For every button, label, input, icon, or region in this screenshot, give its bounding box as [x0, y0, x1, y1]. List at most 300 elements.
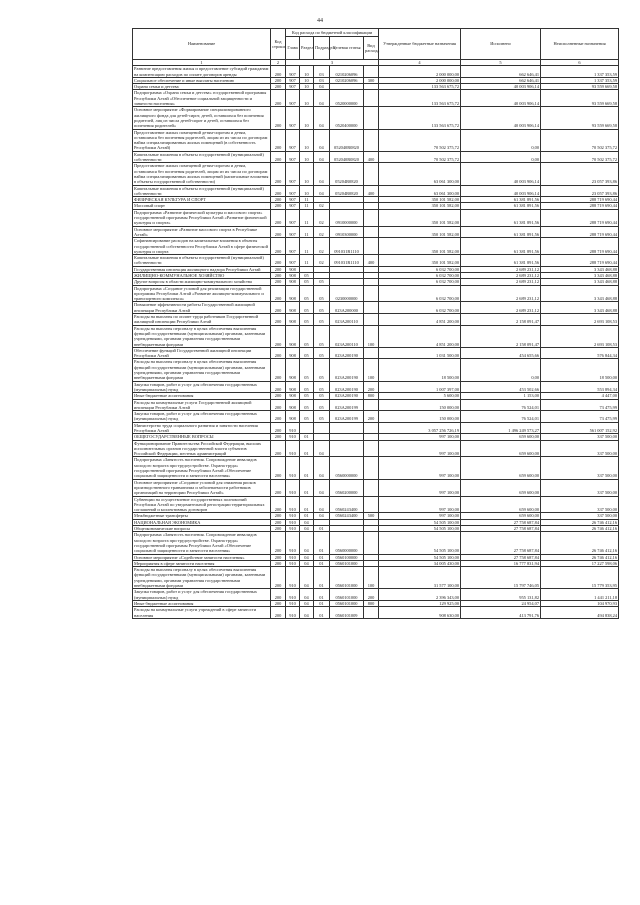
row-chapter: 910	[286, 532, 300, 554]
row-name: Иные бюджетные ассигнования	[133, 393, 271, 399]
row-unexecuted: 70 502 375,72	[541, 129, 619, 151]
row-subsection: 04	[314, 84, 330, 90]
table-row	[133, 314, 619, 326]
row-executed: 659 600,00	[461, 434, 541, 440]
row-chapter: 907	[286, 151, 300, 163]
row-executed: 40 003 906,14	[461, 185, 541, 197]
row-code: 200	[271, 279, 286, 285]
row-subsection: 04	[314, 513, 330, 519]
row-approved: 350 101 582,00	[379, 226, 461, 238]
row-section: 01	[300, 496, 314, 513]
row-name: Предоставление жилых помещений детям-сиротам и детям, оставшимся без попечения родителей, лицам из их числа по договорам найма специализированных жилых помещений (капитальные вложения в объекты государственной собственности)	[133, 163, 271, 185]
row-subsection: 05	[314, 393, 330, 399]
row-target	[330, 422, 364, 434]
row-code: 200	[271, 272, 286, 278]
row-chapter: 907	[286, 203, 300, 209]
table-row	[133, 66, 619, 78]
row-chapter: 910	[286, 554, 300, 560]
row-section: 05	[300, 347, 314, 359]
row-unexecuted: 494 838,24	[541, 607, 619, 619]
row-approved: 997 100,00	[379, 513, 461, 519]
header-expense-type: Вид расхода	[364, 37, 379, 60]
row-approved: 997 100,00	[379, 434, 461, 440]
row-executed: 61 381 891,56	[461, 226, 541, 238]
row-target: 0520400000	[330, 107, 364, 129]
table-row	[133, 226, 619, 238]
row-section: 04	[300, 560, 314, 566]
row-executed: 659 600,00	[461, 513, 541, 519]
row-code: 200	[271, 607, 286, 619]
row-code: 200	[271, 285, 286, 302]
row-executed: 2 689 231,12	[461, 279, 541, 285]
row-expense-type	[364, 66, 379, 78]
row-expense-type	[364, 209, 379, 226]
row-code: 200	[271, 411, 286, 423]
table-row	[133, 359, 619, 381]
row-executed: 16 777 831,94	[461, 560, 541, 566]
row-section: 05	[300, 381, 314, 393]
row-subsection: 04	[314, 457, 330, 479]
table-row	[133, 302, 619, 314]
row-code: 200	[271, 77, 286, 83]
row-subsection: 04	[314, 107, 330, 129]
row-target: 023А200190	[330, 393, 364, 399]
row-name: Охрана семьи и детства	[133, 84, 271, 90]
row-chapter: 908	[286, 359, 300, 381]
row-code: 200	[271, 434, 286, 440]
row-unexecuted: 337 500,00	[541, 496, 619, 513]
row-executed: 0,00	[461, 359, 541, 381]
row-executed: 61 381 891,56	[461, 209, 541, 226]
row-code: 200	[271, 519, 286, 525]
row-subsection: 04	[314, 440, 330, 457]
row-unexecuted: 553 894,34	[541, 381, 619, 393]
row-section: 04	[300, 526, 314, 532]
row-unexecuted: 26 746 412,16	[541, 526, 619, 532]
row-approved: 70 502 375,72	[379, 151, 461, 163]
table-row	[133, 255, 619, 267]
row-executed: 0,00	[461, 129, 541, 151]
row-target: 023А200190	[330, 381, 364, 393]
row-chapter: 908	[286, 302, 300, 314]
row-approved: 908 630,00	[379, 607, 461, 619]
row-executed: 40 003 906,14	[461, 107, 541, 129]
header-num-2: 2	[271, 60, 286, 66]
row-section: 05	[300, 279, 314, 285]
header-num-6: 6	[541, 60, 619, 66]
row-chapter: 910	[286, 560, 300, 566]
row-expense-type: 100	[364, 567, 379, 589]
row-approved: 6 032 700,00	[379, 285, 461, 302]
row-subsection	[314, 422, 330, 434]
row-section: 10	[300, 77, 314, 83]
row-chapter: 908	[286, 347, 300, 359]
row-expense-type	[364, 532, 379, 554]
row-executed: 24 954,07	[461, 600, 541, 606]
row-chapter: 908	[286, 279, 300, 285]
row-code: 200	[271, 347, 286, 359]
row-chapter: 910	[286, 496, 300, 513]
row-section: 01	[300, 457, 314, 479]
row-expense-type: 300	[364, 77, 379, 83]
row-target: 0910000000	[330, 209, 364, 226]
row-approved: 2 396 343,00	[379, 589, 461, 601]
row-section: 01	[300, 479, 314, 496]
row-section: 11	[300, 238, 314, 255]
row-approved: 63 061 300,00	[379, 185, 461, 197]
row-expense-type: 200	[364, 381, 379, 393]
row-unexecuted: 26 746 412,16	[541, 532, 619, 554]
row-chapter: 908	[286, 272, 300, 278]
row-target: 0560101000	[330, 567, 364, 589]
row-name: Расходы на выплаты персоналу в целях обеспечения выполнения функций государственными (муниципальными) органами, казенными учреждениями, органами управления государственными внебюджетными фондами	[133, 325, 271, 347]
table-row	[133, 151, 619, 163]
row-code: 200	[271, 266, 286, 272]
row-name: Другие вопросы в области жилищно-коммунального хозяйства	[133, 279, 271, 285]
row-subsection: 02	[314, 255, 330, 267]
row-name: Капитальные вложения в объекты государственной (муниципальной) собственности	[133, 151, 271, 163]
row-expense-type: 100	[364, 359, 379, 381]
row-unexecuted: 337 500,00	[541, 513, 619, 519]
row-expense-type	[364, 302, 379, 314]
row-section: 04	[300, 532, 314, 554]
row-approved: 997 100,00	[379, 440, 461, 457]
row-approved: 150 000,00	[379, 411, 461, 423]
row-target: 0560200000	[330, 479, 364, 496]
row-name: ЖИЛИЩНО-КОММУНАЛЬНОЕ ХОЗЯЙСТВО	[133, 272, 271, 278]
row-name: Повышение эффективности работы Государственной жилищной инспекции Республики Алтай	[133, 302, 271, 314]
table-row	[133, 285, 619, 302]
row-section	[300, 422, 314, 434]
row-expense-type: 200	[364, 589, 379, 601]
row-unexecuted: 93 559 669,58	[541, 90, 619, 107]
row-name: Обеспечение функций Государственной жилищной инспекции Республики Алтай	[133, 347, 271, 359]
row-approved: 4 851 200,00	[379, 325, 461, 347]
row-subsection: 01	[314, 600, 330, 606]
row-section: 05	[300, 285, 314, 302]
table-row	[133, 347, 619, 359]
row-approved: 997 100,00	[379, 496, 461, 513]
row-executed: 662 646,41	[461, 77, 541, 83]
row-approved: 3 057 256 726,19	[379, 422, 461, 434]
row-executed: 2 689 231,12	[461, 266, 541, 272]
row-target: 0560243400	[330, 513, 364, 519]
row-subsection: 05	[314, 314, 330, 326]
row-unexecuted: 93 559 669,58	[541, 107, 619, 129]
row-target: 0210206096	[330, 66, 364, 78]
row-executed: 40 003 906,14	[461, 84, 541, 90]
row-section: 10	[300, 163, 314, 185]
row-expense-type	[364, 107, 379, 129]
row-approved: 70 502 375,72	[379, 129, 461, 151]
row-section: 01	[300, 513, 314, 519]
row-name: Закупка товаров, работ и услуг для обеспечения государственных (муниципальных) нужд	[133, 411, 271, 423]
row-code: 200	[271, 129, 286, 151]
row-code: 200	[271, 567, 286, 589]
row-name: Основное мероприятие «Создание условий для снижения рисков производственного травматизма и заболеваемости работников организаций на территории Республики Алтай»	[133, 479, 271, 496]
row-subsection: 03	[314, 66, 330, 78]
row-section: 04	[300, 600, 314, 606]
row-executed: 2 158 091,47	[461, 314, 541, 326]
row-target: 0560100000	[330, 554, 364, 560]
row-unexecuted: 26 746 412,16	[541, 519, 619, 525]
row-unexecuted: 3 343 468,88	[541, 279, 619, 285]
header-row-code: Код строки	[271, 29, 286, 60]
row-code: 200	[271, 393, 286, 399]
row-name: Мероприятия в сфере занятости населения	[133, 560, 271, 566]
row-subsection: 01	[314, 567, 330, 589]
row-chapter: 908	[286, 285, 300, 302]
row-section: 10	[300, 185, 314, 197]
row-target: 0520000000	[330, 90, 364, 107]
row-expense-type	[364, 479, 379, 496]
row-chapter: 907	[286, 185, 300, 197]
row-subsection: 04	[314, 163, 330, 185]
row-approved: 6 032 700,00	[379, 266, 461, 272]
table-row	[133, 381, 619, 393]
row-chapter: 907	[286, 77, 300, 83]
row-executed: 2 689 231,12	[461, 285, 541, 302]
row-executed: 659 600,00	[461, 496, 541, 513]
row-subsection: 02	[314, 226, 330, 238]
row-expense-type: 400	[364, 185, 379, 197]
row-executed: 40 003 906,14	[461, 90, 541, 107]
row-code: 200	[271, 163, 286, 185]
row-executed: 659 600,00	[461, 457, 541, 479]
row-code: 200	[271, 203, 286, 209]
row-expense-type	[364, 163, 379, 185]
row-unexecuted: 288 719 690,44	[541, 209, 619, 226]
row-unexecuted: 1 441 211,18	[541, 589, 619, 601]
row-executed: 2 158 091,47	[461, 325, 541, 347]
row-section: 05	[300, 359, 314, 381]
row-section: 05	[300, 325, 314, 347]
header-name: Наименование	[133, 29, 271, 60]
row-section: 10	[300, 66, 314, 78]
row-name: Основное мероприятие «Формирование специализированного жилищного фонда для детей-сирот, детей, оставшихся без попечения родителей, лиц из числа детей-сирот и детей, оставшихся без попечения родителей»	[133, 107, 271, 129]
row-target	[330, 440, 364, 457]
row-approved: 54 505 100,00	[379, 526, 461, 532]
row-code: 200	[271, 526, 286, 532]
row-executed: 955 131,82	[461, 589, 541, 601]
row-name: Общеэкономические вопросы	[133, 526, 271, 532]
row-section: 04	[300, 567, 314, 589]
table-row	[133, 589, 619, 601]
row-code: 200	[271, 66, 286, 78]
header-unexecuted: Неисполненные назначения	[541, 29, 619, 60]
row-approved: 350 101 582,00	[379, 209, 461, 226]
row-expense-type	[364, 496, 379, 513]
row-unexecuted: 2 693 108,53	[541, 325, 619, 347]
row-chapter: 910	[286, 457, 300, 479]
row-code: 200	[271, 496, 286, 513]
row-name: Межбюджетные трансферты	[133, 513, 271, 519]
row-target: 0560243400	[330, 496, 364, 513]
row-name: ОБЩЕГОСУДАРСТВЕННЫЕ ВОПРОСЫ	[133, 434, 271, 440]
row-subsection: 05	[314, 302, 330, 314]
row-subsection: 04	[314, 151, 330, 163]
table-row	[133, 411, 619, 423]
row-approved: 4 851 200,00	[379, 314, 461, 326]
table-row	[133, 163, 619, 185]
row-code: 200	[271, 600, 286, 606]
row-unexecuted: 23 057 393,86	[541, 185, 619, 197]
row-code: 200	[271, 151, 286, 163]
row-subsection: 04	[314, 185, 330, 197]
row-chapter: 907	[286, 90, 300, 107]
row-chapter: 910	[286, 479, 300, 496]
row-target: 05204R0820	[330, 163, 364, 185]
row-code: 200	[271, 197, 286, 203]
row-chapter: 910	[286, 607, 300, 619]
row-code: 200	[271, 479, 286, 496]
row-unexecuted: 18 500,00	[541, 359, 619, 381]
row-name: Государственная инспекция жилищного надзора Республики Алтай	[133, 266, 271, 272]
row-code: 200	[271, 457, 286, 479]
row-name: НАЦИОНАЛЬНАЯ ЭКОНОМИКА	[133, 519, 271, 525]
row-unexecuted: 288 719 690,44	[541, 226, 619, 238]
row-chapter: 907	[286, 129, 300, 151]
header-classification: Код расхода по бюджетной классификации	[286, 29, 379, 37]
row-approved: 6 032 700,00	[379, 279, 461, 285]
row-code: 200	[271, 107, 286, 129]
row-code: 200	[271, 90, 286, 107]
row-name: Развитие предоставления жилья и предоставление субсидий гражданам на компенсацию расходов по оплате договоров аренды	[133, 66, 271, 78]
row-unexecuted: 15 779 353,95	[541, 567, 619, 589]
row-name: Основное мероприятие «Развитие массового спорта в Республике Алтай»	[133, 226, 271, 238]
row-unexecuted: 3 343 468,88	[541, 272, 619, 278]
row-executed: 76 524,01	[461, 399, 541, 411]
row-unexecuted: 561 007 152,92	[541, 422, 619, 434]
table-row	[133, 532, 619, 554]
row-expense-type: 800	[364, 600, 379, 606]
row-target: 0560101000	[330, 600, 364, 606]
row-unexecuted: 93 559 669,58	[541, 84, 619, 90]
row-name: ФИЗИЧЕСКАЯ КУЛЬТУРА И СПОРТ	[133, 197, 271, 203]
row-executed: 659 600,00	[461, 440, 541, 457]
row-target: 091031R1110	[330, 255, 364, 267]
row-subsection: 05	[314, 381, 330, 393]
row-unexecuted: 17 227 598,06	[541, 560, 619, 566]
row-section: 04	[300, 554, 314, 560]
table-row	[133, 107, 619, 129]
row-executed: 27 758 687,84	[461, 554, 541, 560]
row-chapter: 908	[286, 393, 300, 399]
row-chapter: 907	[286, 255, 300, 267]
row-code: 200	[271, 381, 286, 393]
row-subsection: 05	[314, 347, 330, 359]
row-target: 091031R1110	[330, 238, 364, 255]
row-target: 0560101000	[330, 589, 364, 601]
row-expense-type	[364, 399, 379, 411]
row-section: 10	[300, 107, 314, 129]
row-approved: 350 101 582,00	[379, 255, 461, 267]
row-unexecuted: 576 844,34	[541, 347, 619, 359]
header-chapter: Глава	[286, 37, 300, 60]
row-executed: 27 758 687,84	[461, 532, 541, 554]
row-approved: 31 577 100,00	[379, 567, 461, 589]
row-code: 200	[271, 589, 286, 601]
row-approved: 1 007 397,00	[379, 381, 461, 393]
row-executed: 659 600,00	[461, 479, 541, 496]
row-subsection: 05	[314, 411, 330, 423]
row-section: 10	[300, 84, 314, 90]
row-unexecuted: 4 447,00	[541, 393, 619, 399]
row-approved: 350 101 582,00	[379, 203, 461, 209]
row-name: Основное мероприятие «Содействие занятости населения»	[133, 554, 271, 560]
row-target: 0560000000	[330, 457, 364, 479]
row-subsection: 04	[314, 129, 330, 151]
row-expense-type	[364, 285, 379, 302]
row-target: 0560101000	[330, 560, 364, 566]
row-section: 04	[300, 519, 314, 525]
row-chapter: 908	[286, 325, 300, 347]
row-subsection: 05	[314, 359, 330, 381]
row-subsection: 04	[314, 479, 330, 496]
row-target: 0230000000	[330, 285, 364, 302]
row-chapter: 908	[286, 399, 300, 411]
row-section: 11	[300, 255, 314, 267]
row-section: 10	[300, 90, 314, 107]
row-target: 0210206096	[330, 77, 364, 83]
table-row	[133, 457, 619, 479]
row-target: 0560101009	[330, 607, 364, 619]
row-subsection: 01	[314, 532, 330, 554]
row-expense-type	[364, 129, 379, 151]
table-row	[133, 567, 619, 589]
row-section: 05	[300, 393, 314, 399]
row-unexecuted: 337 500,00	[541, 457, 619, 479]
row-unexecuted: 1 337 353,59	[541, 77, 619, 83]
row-executed: 27 758 687,84	[461, 526, 541, 532]
row-expense-type	[364, 440, 379, 457]
row-unexecuted: 70 502 375,72	[541, 151, 619, 163]
row-section: 05	[300, 302, 314, 314]
header-num-5: 5	[461, 60, 541, 66]
row-section: 11	[300, 203, 314, 209]
table-row	[133, 607, 619, 619]
row-executed: 1 496 249 573,27	[461, 422, 541, 434]
row-executed: 0,00	[461, 151, 541, 163]
row-unexecuted: 3 343 468,88	[541, 302, 619, 314]
row-section: 10	[300, 129, 314, 151]
row-target: 023А200110	[330, 314, 364, 326]
row-expense-type	[364, 347, 379, 359]
row-code: 200	[271, 209, 286, 226]
row-target: 023А200190	[330, 359, 364, 381]
row-name: Расходы на выплаты персоналу в целях обеспечения выполнения функций государственными (муниципальными) органами, казенными учреждениями, органами управления государственными внебюджетными фондами	[133, 567, 271, 589]
header-executed: Исполнено	[461, 29, 541, 60]
budget-execution-table	[132, 28, 619, 619]
row-unexecuted: 26 746 412,16	[541, 554, 619, 560]
row-section: 01	[300, 440, 314, 457]
row-code: 200	[271, 84, 286, 90]
row-executed: 454 655,66	[461, 347, 541, 359]
row-code: 200	[271, 238, 286, 255]
table-row	[133, 440, 619, 457]
row-name: Закупка товаров, работ и услуг для обеспечения государственных (муниципальных) нужд	[133, 381, 271, 393]
row-approved: 1 031 500,00	[379, 347, 461, 359]
header-target: Целевая статья	[330, 37, 364, 60]
row-name: Расходы на коммунальные услуги учреждений в сфере занятости населения	[133, 607, 271, 619]
header-num-3: 3	[286, 60, 379, 66]
row-chapter: 910	[286, 567, 300, 589]
row-chapter: 907	[286, 66, 300, 78]
row-chapter: 907	[286, 238, 300, 255]
row-executed: 61 381 891,56	[461, 238, 541, 255]
table-row	[133, 325, 619, 347]
row-executed: 40 003 906,14	[461, 163, 541, 185]
